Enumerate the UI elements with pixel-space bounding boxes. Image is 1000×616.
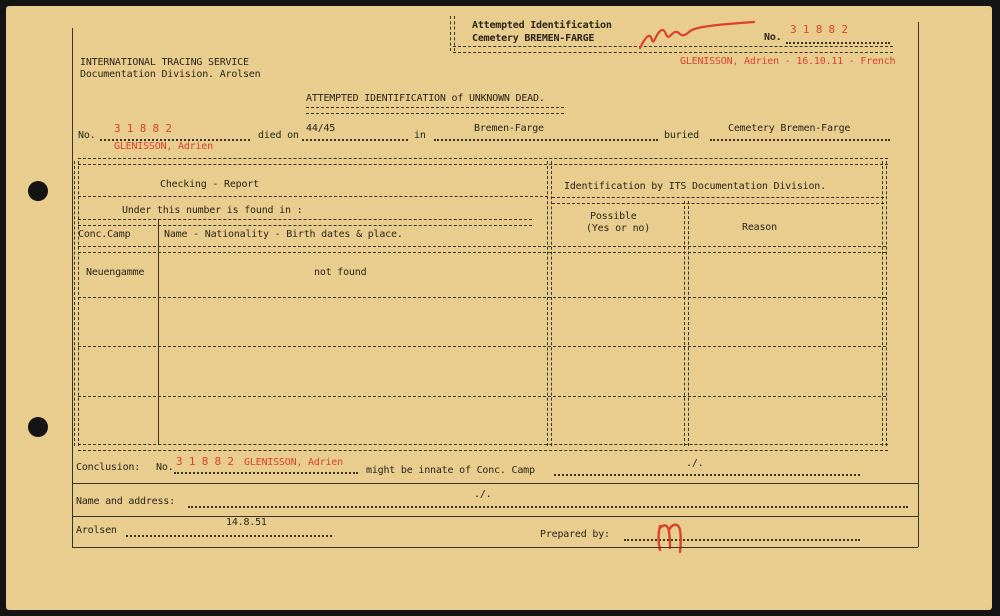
left-margin-line: [72, 28, 73, 548]
prepared-by-label: Prepared by:: [540, 529, 610, 540]
col-name-header: Name - Nationality - Birth dates & place.: [164, 229, 403, 240]
header-no-value: 3 1 8 8 2: [790, 23, 848, 36]
col-possible-header-1: Possible: [590, 211, 637, 222]
row-separator: [78, 396, 886, 397]
in-value: Bremen-Farge: [474, 123, 544, 134]
died-on-value: 44/45: [306, 123, 336, 134]
identification-header: Identification by ITS Documentation Division.: [564, 181, 826, 192]
conclusion-camp-value: ./.: [686, 458, 704, 469]
footer-rule: [72, 547, 918, 548]
row-name: not found: [314, 267, 367, 278]
buried-dots: [710, 139, 890, 141]
conclusion-no-label: No.: [156, 462, 174, 473]
org-name: INTERNATIONAL TRACING SERVICE: [80, 57, 249, 68]
index-card: [6, 6, 992, 610]
punch-hole: [28, 417, 48, 437]
date-value: 14.8.51: [226, 517, 267, 528]
form-title: ATTEMPTED IDENTIFICATION of UNKNOWN DEAD.: [306, 93, 545, 104]
column-header-rule: [78, 246, 886, 253]
buried-label: buried: [664, 130, 699, 141]
checking-report-header: Checking - Report: [160, 179, 259, 190]
in-dots: [434, 139, 658, 141]
initials-signature: [654, 514, 686, 554]
in-label: in: [414, 130, 426, 141]
name-address-dots: [188, 506, 908, 508]
conclusion-rule: [72, 483, 918, 484]
col-reason-header: Reason: [742, 222, 777, 233]
buried-value: Cemetery Bremen-Farge: [728, 123, 851, 134]
row-separator: [78, 346, 886, 347]
conclusion-camp-dots: [554, 474, 860, 476]
title-underline: [306, 107, 564, 114]
conclusion-no-value: 3 1 8 8 2: [176, 455, 234, 468]
possible-reason-divider: [684, 201, 689, 446]
died-on-dots: [302, 139, 408, 141]
place-label: Arolsen: [76, 525, 117, 536]
conclusion-label: Conclusion:: [76, 462, 141, 473]
table-bottom-border: [78, 444, 888, 451]
table-left-border: [74, 161, 79, 446]
date-dots: [126, 535, 332, 537]
right-margin-line: [918, 22, 919, 547]
header-no-dots: [786, 42, 890, 44]
name-address-value: ./.: [474, 489, 492, 500]
attempted-identification-label: Attempted Identification: [472, 20, 612, 31]
conclusion-inmate-text: might be innate of Conc. Camp: [366, 465, 535, 476]
org-division: Documentation Division. Arolsen: [80, 69, 261, 80]
entry-no-value: 3 1 8 8 2: [114, 122, 172, 135]
entry-no-label: No.: [78, 130, 96, 141]
handwritten-none-mark: [636, 18, 756, 52]
col-possible-header-2: (Yes or no): [586, 223, 651, 234]
cemetery-label: Cemetery BREMEN-FARGE: [472, 33, 595, 44]
under-number-label: Under this number is found in :: [122, 205, 303, 216]
died-on-label: died on: [258, 130, 299, 141]
checking-header-rule: [78, 196, 548, 197]
row-separator: [78, 297, 886, 298]
name-address-label: Name and address:: [76, 496, 175, 507]
name-address-rule: [72, 516, 918, 517]
col-camp-header: Conc.Camp: [78, 229, 131, 240]
row-camp: Neuengamme: [86, 267, 145, 278]
punch-hole: [28, 181, 48, 201]
conclusion-name-dots: [174, 472, 358, 474]
identification-header-rule: [552, 197, 884, 204]
table-top-border: [78, 158, 888, 165]
conclusion-name-value: GLENISSON, Adrien: [244, 457, 343, 468]
person-reference: GLENISSON, Adrien - 16.10.11 - French: [680, 56, 896, 67]
header-no-label: No.: [764, 32, 782, 43]
entry-name-value: GLENISSON, Adrien: [114, 141, 213, 152]
under-number-rule: [78, 219, 532, 226]
